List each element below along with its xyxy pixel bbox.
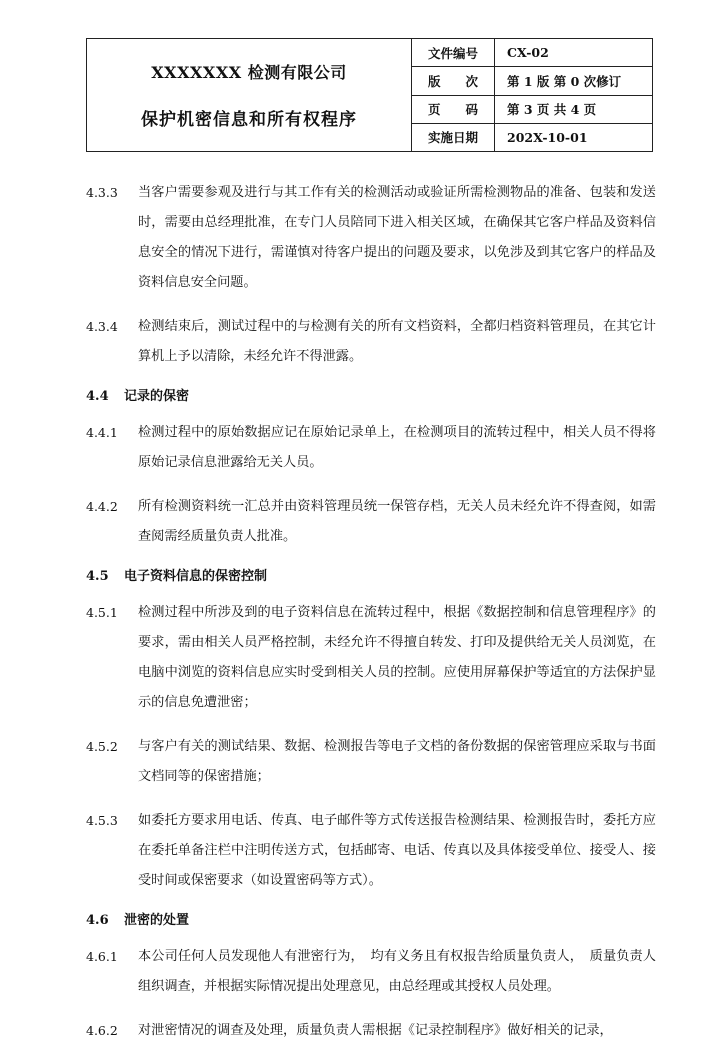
clause-number: 4.5.2: [86, 739, 118, 754]
meta-row-effective-date: [412, 124, 652, 151]
document-header-table: [86, 38, 653, 152]
header-title-cell: [87, 39, 412, 151]
section-heading-4-4: [86, 386, 656, 408]
clause-number: 4.4.2: [86, 499, 118, 514]
clause-text: 当客户需要参观及进行与其工作有关的检测活动或验证所需检测物品的准备、包装和发送时，需要由总经理批准，在专门人员陪同下进入相关区域，在确保其它客户样品及资料信息安全的情况下进行，需谨慎对待客户提出的问题及要求，以免涉及到其它客户的样品及资料信息安全问题。: [138, 185, 656, 290]
clause-4-6-1: [86, 942, 656, 1002]
clause-number: 4.6.1: [86, 949, 118, 964]
section-title: 泄密的处置: [124, 913, 190, 928]
clause-text: 检测结束后，测试过程中的与检测有关的所有文档资料，全都归档资料管理员，在其它计算机上予以清除，未经允许不得泄露。: [138, 319, 656, 364]
section-title: 电子资料信息的保密控制: [124, 569, 268, 584]
section-heading-4-5: [86, 566, 656, 588]
section-number: 4.5: [86, 569, 109, 584]
clause-text: 对泄密情况的调查及处理，质量负责人需根据《记录控制程序》做好相关的记录，: [138, 1023, 613, 1038]
clause-number: 4.6.2: [86, 1023, 118, 1038]
clause-4-6-2: [86, 1016, 656, 1046]
meta-label: 文件编号: [412, 39, 495, 66]
clause-number: 4.3.3: [86, 185, 118, 200]
meta-row-doc-number: [412, 39, 652, 67]
meta-value: CX-02: [507, 45, 549, 61]
meta-label: 实施日期: [412, 124, 495, 151]
clause-text: 如委托方要求用电话、传真、电子邮件等方式传送报告检测结果、检测报告时，委托方应在委托单备注栏中注明传送方式，包括邮寄、电话、传真以及具体接受单位、接受人、接受时间或保密要求（如设置密码等方式）。: [138, 813, 656, 888]
clause-4-4-1: [86, 418, 656, 478]
clause-4-3-4: [86, 312, 656, 372]
meta-value: 202X-10-01: [507, 129, 588, 145]
document-body: [86, 178, 656, 1060]
meta-label: 版 次: [412, 67, 495, 94]
clause-4-5-3: [86, 806, 656, 896]
meta-row-version: [412, 67, 652, 95]
clause-text: 检测过程中所涉及到的电子资料信息在流转过程中，根据《数据控制和信息管理程序》的要求，需由相关人员严格控制，未经允许不得擅自转发、打印及提供给无关人员浏览，在电脑中浏览的资料信息应实时受到相关人员的控制。应使用屏幕保护等适宜的方法保护显示的信息免遭泄密；: [138, 605, 656, 710]
clause-number: 4.5.1: [86, 605, 118, 620]
clause-number: 4.5.3: [86, 813, 118, 828]
clause-number: 4.3.4: [86, 319, 118, 334]
clause-4-3-3: [86, 178, 656, 298]
meta-value: 第 1 版 第 0 次修订: [507, 73, 622, 89]
clause-text: 与客户有关的测试结果、数据、检测报告等电子文档的备份数据的保密管理应采取与书面文档同等的保密措施；: [138, 739, 656, 784]
clause-text: 所有检测资料统一汇总并由资料管理员统一保管存档，无关人员未经允许不得查阅，如需查阅需经质量负责人批准。: [138, 499, 656, 544]
section-number: 4.4: [86, 389, 109, 404]
clause-number: 4.4.1: [86, 425, 118, 440]
clause-text: 检测过程中的原始数据应记在原始记录单上，在检测项目的流转过程中，相关人员不得将原始记录信息泄露给无关人员。: [138, 425, 656, 470]
meta-row-page: [412, 96, 652, 124]
section-number: 4.6: [86, 913, 109, 928]
document-title: 保护机密信息和所有权程序: [141, 110, 357, 130]
meta-value: 第 3 页 共 4 页: [507, 102, 597, 118]
clause-4-5-2: [86, 732, 656, 792]
section-title: 记录的保密: [124, 389, 190, 404]
clause-4-5-1: [86, 598, 656, 718]
clause-text: 本公司任何人员发现他人有泄密行为， 均有义务且有权报告给质量负责人， 质量负责人组织调查，并根据实际情况提出处理意见，由总经理或其授权人员处理。: [138, 949, 656, 994]
header-meta-cells: [412, 39, 652, 151]
clause-4-4-2: [86, 492, 656, 552]
company-name: XXXXXXX 检测有限公司: [151, 63, 347, 82]
meta-label: 页 码: [412, 96, 495, 123]
section-heading-4-6: [86, 910, 656, 932]
